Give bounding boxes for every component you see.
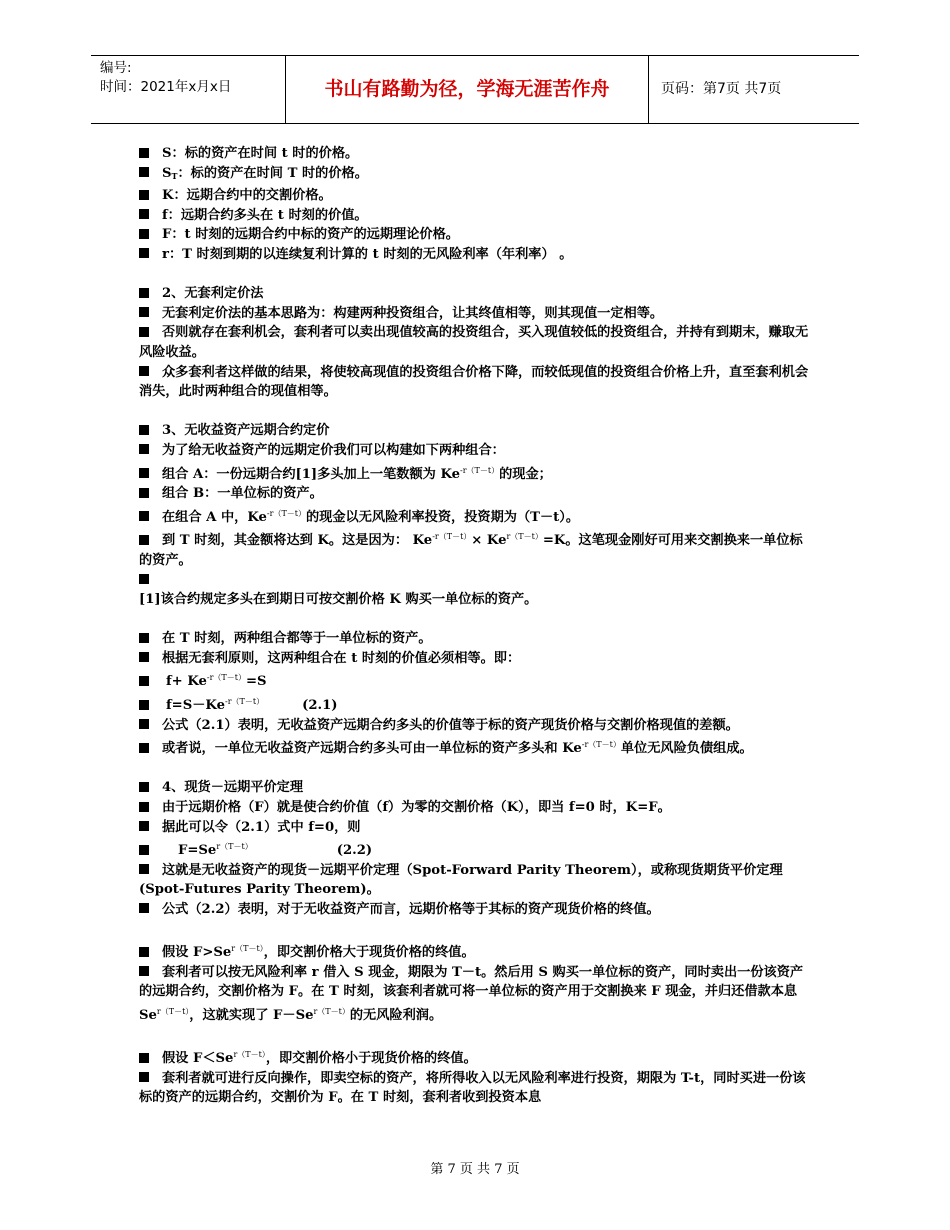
list-item	[139, 570, 814, 590]
bullet-icon	[139, 167, 149, 177]
equation: $f=S-Ke^{-r(T-t)}$ (2.1)	[139, 692, 814, 716]
section-heading: 4、现货－远期平价定理	[139, 778, 814, 798]
bullet-icon	[139, 821, 149, 831]
paragraph: 组合 A：一份远期合约[1]多头加上一笔数额为 $Ke^{-r(T-t)}$的现金；	[139, 461, 814, 485]
list-item: K：远期合约中的交割价格。	[139, 186, 814, 206]
paragraph: 到 T 时刻，其金额将达到 K。这是因为： $Ke^{-r(T-t)}\times Ke^{r(T-t)}=K$。这笔现金刚好可用来交割换来一单位标的资产。	[139, 532, 803, 568]
equation-number: (2.1)	[302, 698, 338, 714]
bullet-icon	[139, 444, 149, 454]
list-item: $S_T$：标的资产在时间 T 时的价格。	[139, 164, 814, 187]
paragraph: 公式（2.2）表明，对于无收益资产而言，远期价格等于其标的资产现货价格的终值。	[139, 900, 814, 920]
header-meta	[91, 56, 286, 123]
equation: $F=Se^{r(T-t)}$ (2.2)	[139, 837, 814, 861]
bullet-icon	[139, 864, 149, 874]
paragraph: 假设 $F>Se^{r(T-t)}$，即交割价格大于现货价格的终值。	[139, 939, 814, 963]
bullet-icon	[139, 966, 149, 976]
header-page-info: 页码：第7页 共7页	[661, 81, 782, 97]
bullet-icon	[139, 288, 149, 298]
paragraph: 套利者就可进行反向操作，即卖空标的资产，将所得收入以无风险利率进行投资，期限为 T-t，同时买进一份该标的资产的远期合约，交割价为 F。在 T 时刻，套利者收到投资本息	[139, 1070, 806, 1106]
paragraph: 根据无套利原则，这两种组合在 t 时刻的价值必须相等。即：	[139, 649, 814, 669]
bullet-icon	[139, 229, 149, 239]
paragraph: 否则就存在套利机会，套利者可以卖出现值较高的投资组合，买入现值较低的投资组合，并持有到期末，赚取无风险收益。	[139, 325, 809, 360]
bullet-icon	[139, 190, 149, 200]
bullet-icon	[139, 845, 149, 855]
bullet-icon	[139, 209, 149, 219]
paragraph: 无套利定价法的基本思路为：构建两种投资组合，让其终值相等，则其现值一定相等。	[139, 304, 814, 324]
paragraph: 在 T 时刻，两种组合都等于一单位标的资产。	[139, 629, 814, 649]
bullet-icon	[139, 743, 149, 753]
paragraph: 这就是无收益资产的现货－远期平价定理（Spot-Forward Parity Theorem），或称现货期货平价定理(Spot-Futures Parity Theorem)。	[139, 862, 783, 898]
footnote: [1]该合约规定多头在到期日可按交割价格 K 购买一单位标的资产。	[139, 592, 538, 608]
bullet-icon	[139, 468, 149, 478]
list-item: S：标的资产在时间 t 时的价格。	[139, 144, 814, 164]
bullet-icon	[139, 903, 149, 913]
bullet-icon	[139, 676, 149, 686]
bullet-icon	[139, 366, 149, 376]
list-item: f：远期合约多头在 t 时刻的价值。	[139, 206, 814, 226]
bullet-icon	[139, 511, 149, 521]
section-heading: 3、无收益资产远期合约定价	[139, 421, 814, 441]
bullet-icon	[139, 535, 149, 545]
paragraph: 由于远期价格（F）就是使合约价值（f）为零的交割价格（K），即当 f=0 时，K=F。	[139, 798, 814, 818]
document-body	[139, 144, 814, 1108]
bullet-icon	[139, 488, 149, 498]
page-header	[91, 55, 859, 124]
section-heading: 2、无套利定价法	[139, 284, 814, 304]
bullet-icon	[139, 148, 149, 158]
bullet-icon	[139, 307, 149, 317]
bullet-icon	[139, 947, 149, 957]
page-footer: 第 7 页 共 7 页	[430, 1162, 520, 1177]
bullet-icon	[139, 425, 149, 435]
bullet-icon	[139, 327, 149, 337]
paragraph: 组合 B：一单位标的资产。	[139, 484, 814, 504]
header-motto: 书山有路勤为径，学海无涯苦作舟	[286, 56, 649, 123]
bullet-icon	[139, 802, 149, 812]
bullet-icon	[139, 700, 149, 710]
bullet-icon	[139, 1072, 149, 1082]
bullet-icon	[139, 633, 149, 643]
paragraph: 套利者可以按无风险利率 r 借入 S 现金，期限为 T－t。然后用 S 购买一单位标的资产，同时卖出一份该资产的远期合约，交割价格为 F。在 T 时刻，该套利者就可将一单位标的资产用于交割换来 F 现金，并归还借款本息 $Se^{r(T-t)}$，这就实现了 $F-Se^{r(T-t)}$的无风险利润。	[139, 964, 804, 1023]
bullet-icon	[139, 1053, 149, 1063]
bullet-icon	[139, 719, 149, 729]
paragraph: 为了给无收益资产的远期定价我们可以构建如下两种组合：	[139, 441, 814, 461]
paragraph: 在组合 A 中，$Ke^{-r(T-t)}$的现金以无风险利率投资，投资期为（T－t）。	[139, 504, 814, 528]
header-number-label: 编号:	[100, 60, 132, 76]
equation-number: (2.2)	[336, 843, 373, 859]
list-item: F：t 时刻的远期合约中标的资产的远期理论价格。	[139, 225, 814, 245]
bullet-icon	[139, 782, 149, 792]
paragraph: 据此可以令（2.1）式中 f=0，则	[139, 818, 814, 838]
equation: $f+ Ke^{-r(T-t)}=S$	[139, 668, 814, 692]
bullet-icon	[139, 652, 149, 662]
bullet-icon	[139, 574, 149, 584]
paragraph: 或者说，一单位无收益资产远期合约多头可由一单位标的资产多头和 $Ke^{-r(T-t)}$单位无风险负债组成。	[139, 735, 814, 759]
paragraph: 公式（2.1）表明，无收益资产远期合约多头的价值等于标的资产现货价格与交割价格现值的差额。	[139, 716, 814, 736]
paragraph: 假设 $F<Se^{r(T-t)}$，即交割价格小于现货价格的终值。	[139, 1045, 814, 1069]
paragraph: 众多套利者这样做的结果，将使较高现值的投资组合价格下降，而较低现值的投资组合价格上升，直至套利机会消失，此时两种组合的现值相等。	[139, 364, 809, 400]
bullet-icon	[139, 248, 149, 258]
list-item: r：T 时刻到期的以连续复利计算的 t 时刻的无风险利率（年利率） 。	[139, 245, 814, 265]
header-time-label: 时间：2021年x月x日	[100, 79, 232, 95]
